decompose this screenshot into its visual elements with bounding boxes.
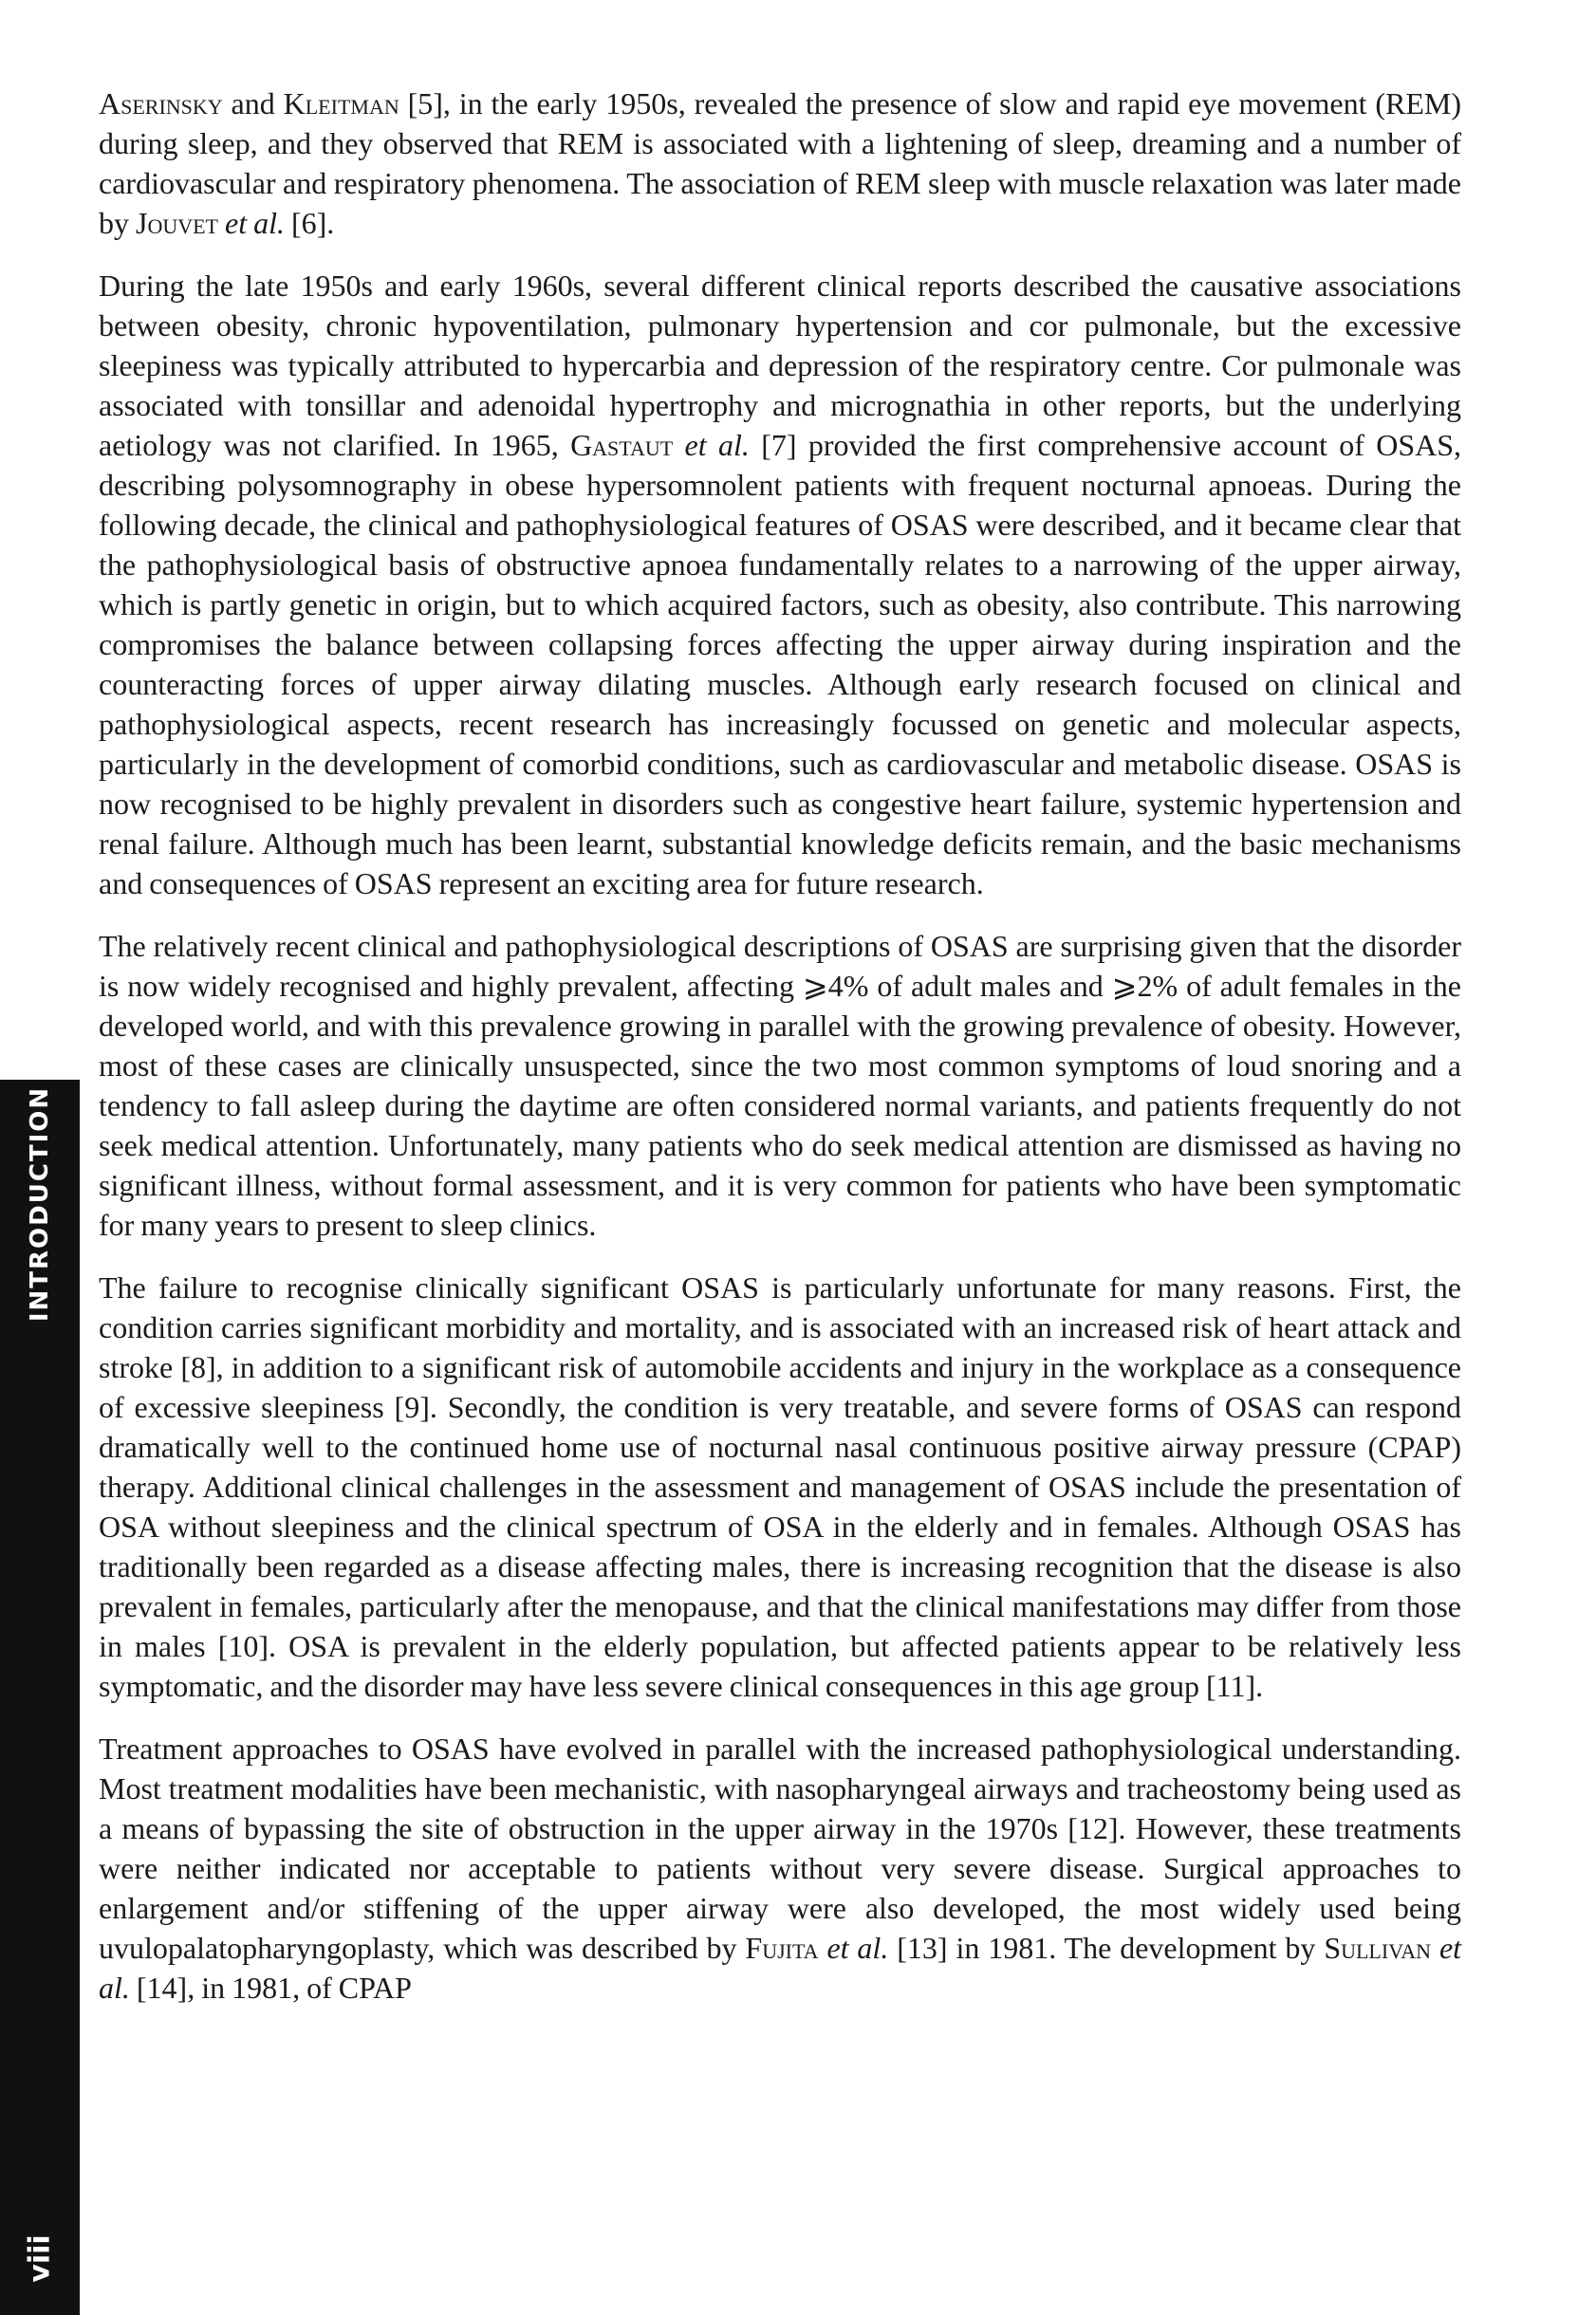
- author-name: Jouvet: [136, 206, 218, 240]
- author-name: Aserinsky: [99, 86, 223, 120]
- et-al-text: et al.: [99, 1931, 1462, 2005]
- author-name: Sullivan: [1324, 1931, 1432, 1965]
- section-label: [0, 1085, 80, 1323]
- text-run: [7] provided the first comprehensive account of OSAS, describing polysomnography in obese hypersomnolent patients with frequent nocturnal apnoeas. During the following decade, the clinical and pathophysiological features of OSAS were described, and it became clear that the pathophysiological basis of obstructive apnoea fundamentally relates to a narrowing of the upper airway, which is partly genetic in origin, but to which acquired factors, such as obesity, also contribute. This narrowing compromises the balance between collapsing forces affecting the upper airway during inspiration and the counteracting forces of upper airway dilating muscles. Although early research focused on clinical and pathophysiological aspects, recent research has increasingly focussed on genetic and molecular aspects, particularly in the development of comorbid conditions, such as cardiovascular and metabolic disease. OSAS is now recognised to be highly prevalent in disorders such as congestive heart failure, systemic hypertension and renal failure. Although much has been learnt, substantial knowledge deficits remain, and the basic mechanisms and consequences of OSAS represent an exciting area for future research.: [99, 428, 1462, 900]
- author-name: Kleitman: [283, 86, 399, 120]
- paragraph: [99, 926, 1461, 1245]
- text-run: [218, 206, 225, 240]
- text-run: Treatment approaches to OSAS have evolved in parallel with the increased pathophysiological understanding. Most treatment modalities have been mechanistic, with nasopharyngeal airways and tracheostomy being used as a means of bypassing the site of obstruction in the upper airway in the 1970s [12]. However, these treatments were neither indicated nor acceptable to patients without very severe disease. Surgical approaches to enlargement and/or stiffening of the upper airway were also developed, the most widely used being uvulopalatopharyngoplasty, which was described by: [99, 1732, 1461, 1965]
- paragraph: [99, 1729, 1461, 2008]
- paragraph: [99, 266, 1461, 903]
- et-al-text: et al.: [684, 428, 750, 462]
- section-label-text: INTRODUCTION: [26, 1085, 54, 1323]
- text-run: The failure to recognise clinically significant OSAS is particularly unfortunate for many reasons. First, the condition carries significant morbidity and mortality, and is associated with an increased risk of heart attack and stroke [8], in addition to a significant risk of automobile accidents and injury in the workplace as a consequence of excessive sleepiness [9]. Secondly, the condition is very treatable, and severe forms of OSAS can respond dramatically well to the continued home use of nocturnal nasal continuous positive airway pressure (CPAP) therapy. Additional clinical challenges in the assessment and management of OSAS include the presentation of OSA without sleepiness and the clinical spectrum of OSA in the elderly and in females. Although OSAS has traditionally been regarded as a disease affecting males, there is increasing recognition that the disease is also prevalent in females, particularly after the menopause, and that the clinical manifestations may differ from those in males [10]. OSA is prevalent in the elderly population, but affected patients appear to be relatively less symptomatic, and the disorder may have less severe clinical consequences in this age group [11].: [99, 1270, 1461, 1703]
- body-text: [99, 83, 1461, 2030]
- paragraph: [99, 1268, 1461, 1706]
- text-run: and: [222, 86, 284, 120]
- text-run: The relatively recent clinical and pathophysiological descriptions of OSAS are surprising given that the disorder is now widely recognised and highly prevalent, affecting ⩾4% of adult males and ⩾2% of adult females in the developed world, and with this prevalence growing in parallel with the growing prevalence of obesity. However, most of these cases are clinically unsuspected, since the two most common symptoms of loud snoring and a tendency to fall asleep during the daytime are often considered normal variants, and patients frequently do not seek medical attention. Unfortunately, many patients who do seek medical attention are dismissed as having no significant illness, without formal assessment, and it is very common for patients who have been symptomatic for many years to present to sleep clinics.: [99, 929, 1461, 1242]
- text-run: [5], in the early 1950s, revealed the presence of slow and rapid eye movement (REM) during sleep, and they observed that REM is associated with a lightening of sleep, dreaming and a number of cardiovascular and respiratory phenomena. The association of REM sleep with muscle relaxation was later made by: [99, 86, 1462, 240]
- text-run: [14], in 1981, of CPAP: [129, 1971, 412, 2005]
- et-al-text: et al.: [225, 206, 285, 240]
- author-name: Gastaut: [570, 428, 674, 462]
- paragraph: [99, 83, 1461, 243]
- text-run: During the late 1950s and early 1960s, several different clinical reports described the causative associations between obesity, chronic hypoventilation, pulmonary hypertension and cor pulmonale, but the excessive sleepiness was typically attributed to hypercarbia and depression of the respiratory centre. Cor pulmonale was associated with tonsillar and adenoidal hypertrophy and micrognathia in other reports, but the underlying aetiology was not clarified. In 1965,: [99, 269, 1461, 462]
- text-run: [6].: [284, 206, 335, 240]
- author-name: Fujita: [745, 1931, 819, 1965]
- text-run: [673, 428, 684, 462]
- page-number-text: viii: [23, 2233, 57, 2283]
- text-run: [1431, 1931, 1439, 1965]
- text-run: [13] in 1981. The development by: [888, 1931, 1325, 1965]
- page-number: [0, 2220, 80, 2296]
- et-al-text: et al.: [826, 1931, 889, 1965]
